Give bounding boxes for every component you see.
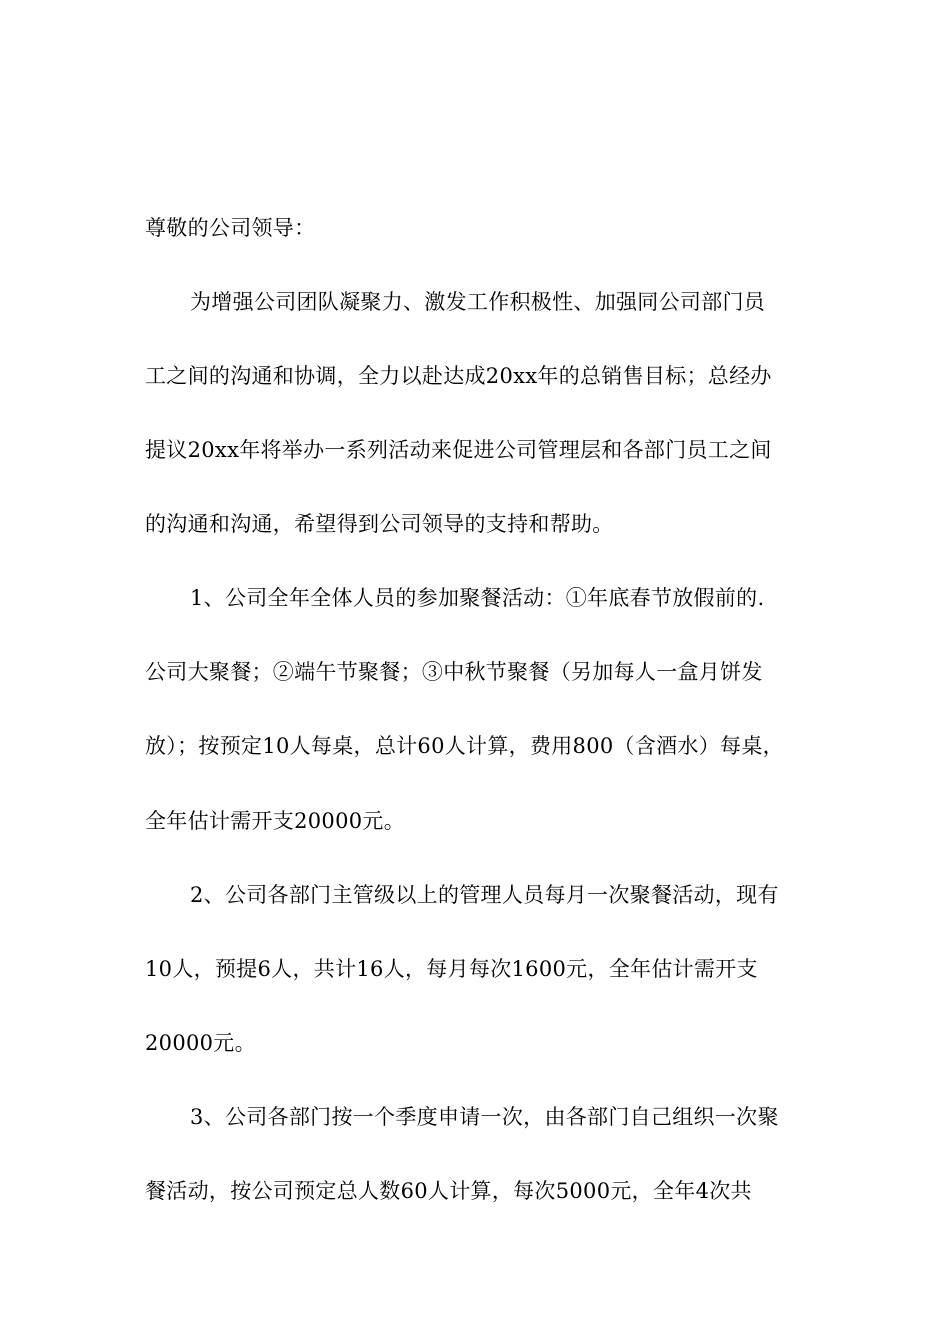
paragraph-line: 提议20xx年将举办一系列活动来促进公司管理层和各部门员工之间 xyxy=(145,438,772,462)
paragraph-line: 全年估计需开支20000元。 xyxy=(145,809,406,833)
paragraph-line: 2、公司各部门主管级以上的管理人员每月一次聚餐活动，现有 xyxy=(190,883,779,907)
paragraph-line: 工之间的沟通和协调，全力以赴达成20xx年的总销售目标；总经办 xyxy=(145,364,772,388)
paragraph-line: 10人，预提6人，共计16人，每月每次1600元，全年估计需开支 xyxy=(145,957,758,981)
paragraph-line: 1、公司全年全体人员的参加聚餐活动：①年底春节放假前的. xyxy=(190,586,765,610)
paragraph-line: 为增强公司团队凝聚力、激发工作积极性、加强同公司部门员 xyxy=(190,290,766,314)
paragraph-line: 3、公司各部门按一个季度申请一次，由各部门自己组织一次聚 xyxy=(190,1105,779,1129)
paragraph-line: 20000元。 xyxy=(145,1031,256,1055)
paragraph-line: 的沟通和沟通，希望得到公司领导的支持和帮助。 xyxy=(145,512,614,536)
paragraph-line: 公司大聚餐；②端午节聚餐；③中秋节聚餐（另加每人一盒月饼发 xyxy=(145,660,763,684)
paragraph-line: 放）；按预定10人每桌，总计60人计算，费用800（含酒水）每桌， xyxy=(145,734,784,758)
salutation: 尊敬的公司领导： xyxy=(145,216,316,240)
paragraph-line: 餐活动，按公司预定总人数60人计算，每次5000元，全年4次共 xyxy=(145,1179,752,1203)
